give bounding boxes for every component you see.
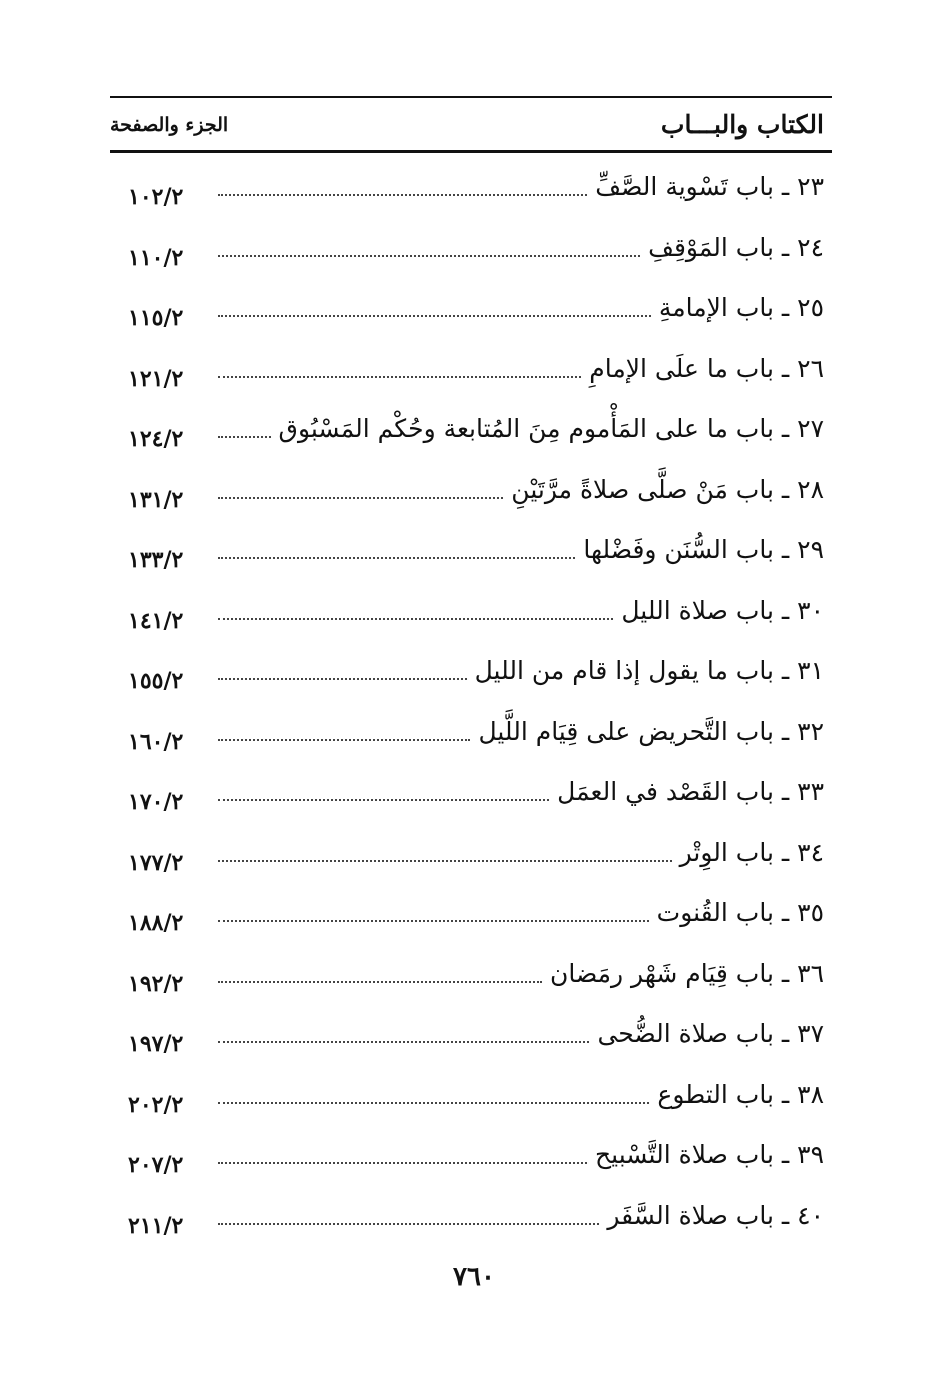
header-bottom-rule xyxy=(110,150,832,153)
toc-entry-title: ٣٨ ـ باب التطوع xyxy=(657,1079,824,1109)
toc-list xyxy=(110,160,832,1249)
toc-entry xyxy=(110,644,832,705)
toc-entry-page: ١٧٧/٢ xyxy=(128,849,184,876)
leader-dots xyxy=(218,739,470,741)
leader-dots xyxy=(218,1223,599,1225)
leader-dots xyxy=(218,376,581,378)
leader-dots xyxy=(218,194,587,196)
toc-entry-page: ٢٠٢/٢ xyxy=(128,1091,184,1118)
toc-entry xyxy=(110,1128,832,1189)
toc-entry-page: ٢١١/٢ xyxy=(128,1212,184,1239)
leader-dots xyxy=(218,315,651,317)
toc-entry xyxy=(110,765,832,826)
toc-entry-title: ٣٢ ـ باب التَّحريض على قِيَام اللَّيل xyxy=(478,716,824,746)
toc-entry-page: ١٩٢/٢ xyxy=(128,970,184,997)
leader-dots xyxy=(218,1041,589,1043)
toc-header xyxy=(110,106,832,146)
toc-entry-title: ٢٩ ـ باب السُّنَن وفَضْلها xyxy=(583,535,824,564)
toc-entry xyxy=(110,1007,832,1068)
toc-entry-page: ١٤١/٢ xyxy=(128,607,184,634)
toc-entry-title: ٢٨ ـ باب مَنْ صلَّى صلاةً مرَّتَيْنِ xyxy=(511,474,824,504)
toc-entry-page: ١٣٣/٢ xyxy=(128,547,184,573)
leader-dots xyxy=(218,799,549,801)
leader-dots xyxy=(218,920,649,922)
leader-dots xyxy=(218,678,467,680)
toc-entry-page: ١٠٢/٢ xyxy=(128,184,184,210)
toc-entry-page: ١٦٠/٢ xyxy=(128,728,184,755)
toc-entry xyxy=(110,1068,832,1129)
toc-entry xyxy=(110,523,832,584)
toc-entry-title: ٣٣ ـ باب القَصْد في العمَل xyxy=(557,777,824,806)
toc-entry-title: ٢٥ ـ باب الإمامةِ xyxy=(658,293,824,322)
toc-entry xyxy=(110,463,832,524)
toc-entry xyxy=(110,886,832,947)
toc-entry-page: ١١٠/٢ xyxy=(128,244,184,271)
leader-dots xyxy=(218,860,672,862)
leader-dots xyxy=(218,436,271,438)
leader-dots xyxy=(218,618,613,620)
leader-dots xyxy=(218,557,575,559)
toc-entry xyxy=(110,221,832,282)
leader-dots xyxy=(218,1162,587,1164)
toc-entry xyxy=(110,705,832,766)
toc-entry-title: ٣١ ـ باب ما يقول إذا قام من الليل xyxy=(474,656,824,685)
toc-entry xyxy=(110,281,832,342)
toc-entry-title: ٢٧ ـ باب ما على المَأْموم مِنَ المُتابعة وحُكْم المَسْبُوق xyxy=(278,414,824,443)
toc-entry-title: ٣٦ ـ باب قِيَام شَهْر رمَضان xyxy=(549,958,824,988)
toc-entry-page: ١٥٥/٢ xyxy=(128,668,184,694)
leader-dots xyxy=(218,1102,649,1104)
toc-entry xyxy=(110,1189,832,1250)
toc-entry-title: ٣٥ ـ باب القُنوت xyxy=(656,898,824,927)
toc-entry-title: ٣٠ ـ باب صلاة الليل xyxy=(621,595,824,625)
toc-entry-page: ١١٥/٢ xyxy=(128,305,184,331)
toc-entry-title: ٢٦ ـ باب ما علَى الإمامِ xyxy=(589,353,824,383)
toc-entry xyxy=(110,402,832,463)
leader-dots xyxy=(218,981,542,983)
toc-entry-page: ٢٠٧/٢ xyxy=(128,1152,184,1178)
toc-entry-title: ٢٣ ـ باب تَسْوية الصَّفِّ xyxy=(595,172,824,201)
toc-entry xyxy=(110,947,832,1008)
toc-entry-title: ٢٤ ـ باب المَوْقِفِ xyxy=(648,232,824,262)
toc-entry-title: ٤٠ ـ باب صلاة السَّفَر xyxy=(607,1200,824,1230)
toc-entry-page: ١٢٤/٢ xyxy=(128,426,184,452)
toc-entry xyxy=(110,826,832,887)
toc-entry xyxy=(110,160,832,221)
toc-entry-page: ١٢١/٢ xyxy=(128,365,184,392)
toc-entry-title: ٣٩ ـ باب صلاة التَّسْبيح xyxy=(595,1140,824,1169)
toc-entry-page: ١٩٧/٢ xyxy=(128,1031,184,1057)
header-chapter-label: الكتاب والبـــاب xyxy=(660,110,824,139)
toc-entry-page: ١٣١/٢ xyxy=(128,486,184,513)
toc-entry xyxy=(110,342,832,403)
toc-entry-title: ٣٤ ـ باب الوِتْر xyxy=(679,837,824,867)
header-volume-page-label: الجزء والصفحة xyxy=(110,114,229,136)
toc-entry-title: ٣٧ ـ باب صلاة الضُّحى xyxy=(597,1019,824,1048)
toc-entry-page: ١٧٠/٢ xyxy=(128,789,184,815)
leader-dots xyxy=(218,255,640,257)
toc-entry xyxy=(110,584,832,645)
leader-dots xyxy=(218,497,503,499)
toc-entry-page: ١٨٨/٢ xyxy=(128,910,184,936)
header-top-rule xyxy=(110,96,832,98)
page-number: ٧٦٠ xyxy=(453,1262,495,1292)
